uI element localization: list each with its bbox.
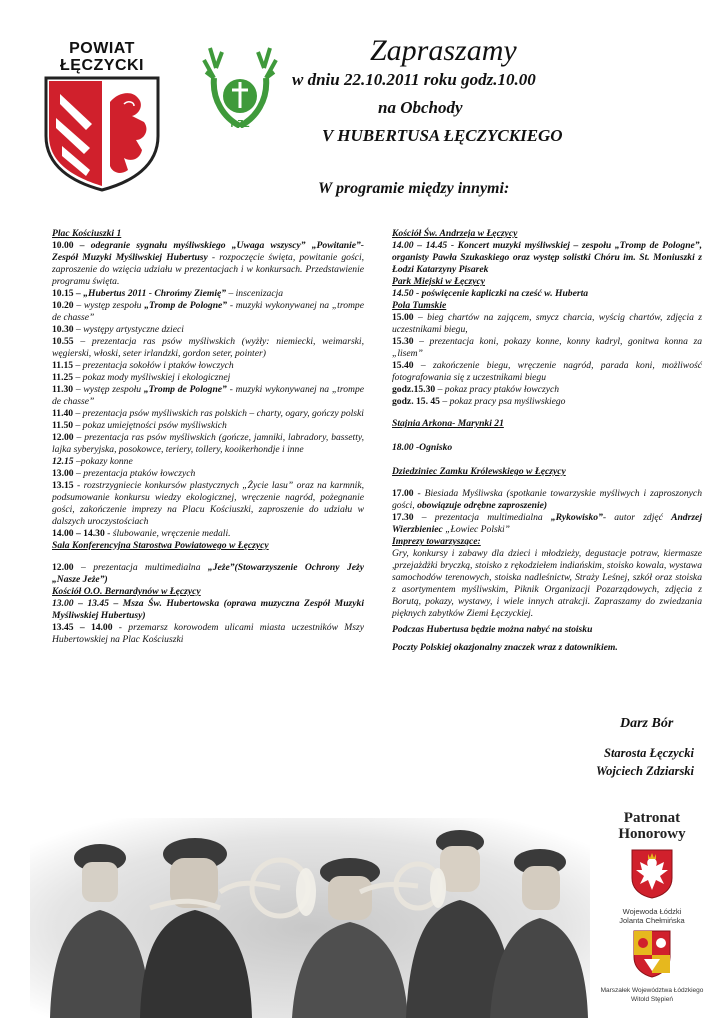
- program-text: 10.55: [52, 336, 74, 347]
- venue-heading: Stajnia Arkona- Marynki 21: [392, 418, 504, 429]
- venue-heading: Kościół Św. Andrzeja w Łęczycy: [392, 228, 518, 239]
- program-text: - rozstrzygniecie konkursów plastycznych „Życie lasu” oraz na karmnik, podsumowanie konkursu wiedzy ekologicznej, wręczenie nagród, pożegnanie gości, zakończenie imprezy na Placu Kościuszki, zaproszenie do udziału w dalszych uroczystościach: [52, 480, 364, 527]
- program-text: godz. 15. 45: [392, 396, 440, 407]
- patronage-title-1: Patronat: [623, 810, 681, 826]
- program-text: - Biesiada Myśliwska (spotkanie towarzyskie myśliwych i zaproszonych gości,: [392, 488, 702, 511]
- program-item: [392, 396, 702, 408]
- program-item: 14.50 - poświęcenie kapliczki na cześć w. Huberta: [392, 288, 589, 299]
- program-text: 11.15: [52, 360, 74, 371]
- program-text: – prezentacja sokołów i ptaków łowczych: [73, 360, 234, 371]
- program-item: [392, 360, 702, 384]
- program-text: - muzyki wykonywanej na „trompe de chasse”: [52, 300, 364, 323]
- program-item: [52, 324, 364, 336]
- program-item: [52, 432, 364, 456]
- program-text: 10.30: [52, 324, 74, 335]
- program-text: – występy artystyczne dzieci: [73, 324, 184, 335]
- invitation-title: Zapraszamy: [370, 34, 517, 67]
- event-title-line: V HUBERTUSA ŁĘCZYCKIEGO: [322, 126, 563, 145]
- program-text: Andrzej Wierzbieniec: [392, 512, 702, 535]
- powiat-logo-line2: ŁĘCZYCKI: [60, 57, 144, 74]
- program-item: [392, 312, 702, 336]
- program-item: [52, 240, 364, 288]
- signature-role: Starosta Łęczycki: [604, 746, 694, 760]
- program-text: 11.25: [52, 372, 74, 383]
- program-text: godz.15.30: [392, 384, 436, 395]
- program-text: – prezentacja ptaków łowczych: [73, 468, 196, 479]
- program-text: - przemarsz korowodem ulicami miasta uczestników Mszy Hubertowskiej na Plac Kościuszki: [52, 622, 364, 645]
- program-item: [52, 336, 364, 360]
- hunters-horn-photo: [30, 818, 590, 1018]
- program-text: 14.00 – 14.30: [52, 528, 105, 539]
- venue-heading: Park Miejski w Łęczycy: [392, 276, 485, 287]
- program-text: 11.40: [52, 408, 74, 419]
- program-text: – występ zespołu: [73, 384, 144, 395]
- program-text: – prezentacja ras psów myśliwskich (wyżły: niemiecki, weimarski, węgierski, włoski, seter irlandzki, gordon seter, pointer): [52, 336, 364, 359]
- program-item: [52, 420, 364, 432]
- marshal-caption-2: Witold Stępień: [631, 996, 673, 1003]
- program-text: – prezentacja multimedialna: [413, 512, 551, 523]
- program-text: 10.00: [52, 240, 74, 251]
- program-text: 13.15: [52, 480, 74, 491]
- program-text: „Rykowisko”: [550, 512, 603, 523]
- program-text: 12.00: [52, 562, 74, 573]
- program-item: [52, 622, 364, 646]
- program-text: – zakończenie biegu, wręczenie nagród, parada koni, możliwość fotografowania się z uczestnikami biegu: [392, 360, 702, 383]
- program-item: [52, 372, 364, 384]
- program-item: [392, 488, 702, 512]
- venue-heading: Dziedziniec Zamku Królewskiego w Łęczycy: [392, 466, 566, 477]
- powiat-logo-line1: POWIAT: [69, 40, 135, 57]
- stamp-note: Podczas Hubertusa będzie można nabyć na stoisku: [392, 624, 593, 635]
- leczyca-coat-of-arms: [40, 74, 164, 194]
- polish-eagle-emblem: [630, 848, 674, 900]
- program-text: 13.45 – 14.00: [52, 622, 113, 633]
- powiat-logo-text: [50, 40, 154, 74]
- program-text: obowiązuje odrębne zaproszenie): [417, 500, 548, 511]
- program-text: – prezentacja koni, pokazy konne, konny kadryl, gonitwa konna za „lisem”: [392, 336, 702, 359]
- honorary-patronage: [598, 810, 706, 1004]
- program-text: – występ zespołu: [73, 300, 145, 311]
- program-text: 11.50: [52, 420, 74, 431]
- program-text: – odegranie sygnału myśliwskiego „Uwaga wszyscy” „Powitanie”- Zespół Muzyki Myśliwskiej Hubertusy: [52, 240, 364, 263]
- program-text: –pokazy konne: [73, 456, 133, 467]
- program-item: [392, 512, 702, 536]
- event-date-line: w dniu 22.10.2011 roku godz.10.00: [292, 70, 536, 89]
- voivode-caption-2: Jolanta Chełmińska: [619, 916, 685, 925]
- program-text: „Jeże”(Stowarzyszenie Ochrony Jeży „Nasze Jeże”): [52, 562, 364, 585]
- program-text: 11.30: [52, 384, 74, 395]
- program-text: 12.00: [52, 432, 74, 443]
- program-item: [52, 456, 364, 468]
- program-text: – pokaz pracy ptaków łowczych: [435, 384, 560, 395]
- program-item: [52, 408, 364, 420]
- program-text: „Tromp de Pologne”: [143, 384, 227, 395]
- patronage-title-2: Honorowy: [618, 826, 686, 842]
- program-text: 17.30: [392, 512, 414, 523]
- venue-heading: Plac Kościuszki 1: [52, 228, 122, 239]
- pzl-label: PZŁ: [230, 119, 250, 128]
- program-text: 15.00: [392, 312, 414, 323]
- program-text: 17.00: [392, 488, 414, 499]
- program-text: 10.20: [52, 300, 74, 311]
- program-text: – „Hubertus 2011 - Chrońmy Ziemię”: [73, 288, 227, 299]
- program-heading: W programie między innymi:: [318, 180, 510, 197]
- program-text: 15.30: [392, 336, 414, 347]
- pzl-logo: [200, 38, 280, 128]
- program-item: 13.00 – 13.45 – Msza Św. Hubertowska (oprawa muzyczna Zespół Muzyki Myśliwskiej Hubertusy): [52, 598, 364, 621]
- program-text: – bieg chartów na zającem, smycz charcia, wyścig chartów, zdjęcia z uczestnikami biegu,: [392, 312, 702, 335]
- program-text: „Tromp de Pologne”: [144, 300, 228, 311]
- program-text: - muzyki wykonywanej na „trompe de chasse”: [52, 384, 364, 407]
- program-text: – inscenizacja: [226, 288, 284, 299]
- stamp-note: Poczty Polskiej okazjonalny znaczek wraz z datownikiem.: [392, 642, 618, 653]
- program-item: [52, 528, 364, 540]
- program-item: [52, 480, 364, 528]
- program-item: [392, 336, 702, 360]
- program-item: [52, 384, 364, 408]
- program-item: [392, 384, 702, 396]
- venue-heading: Kościół O.O. Bernardynów w Łęczycy: [52, 586, 201, 597]
- program-item: 18.00 -Ognisko: [392, 442, 453, 453]
- program-text: – prezentacja ras psów myśliwskich (gończe, jamniki, labradory, bassetty, lajka syberyjska, posokowce, teriery, tollery, kooikerhondje i inne: [52, 432, 364, 455]
- program-item: [52, 288, 364, 300]
- program-text: 10.15: [52, 288, 74, 299]
- greeting: Darz Bór: [620, 716, 674, 731]
- program-text: – prezentacja multimedialna: [73, 562, 208, 573]
- program-text: - rozpoczęcie święta, powitanie gości, zaproszenie do wzięcia udziału w prezentacjach i w konkursach. Przedstawienie programu święta.: [52, 252, 365, 287]
- program-text: – pokaz umiejętności psów myśliwskich: [73, 420, 227, 431]
- program-text: 15.40: [392, 360, 414, 371]
- program-item: Gry, konkursy i zabawy dla dzieci i młodzieży, degustacje potraw, kiermasze ,przejażdżki bryczką, stoisko z rękodziełem indiańskim, stoisko kowala, wystawa samochodów terenowych, stoiska nadleśnictw, Straży Leśnej, szkół oraz stoiska z asortymentem myśliwskim, Piknik Organizacji Pozarządowych, zdjęcia z Borutą, pokazy, wystawy, i wiele innych atrakcji. Zapraszamy do zwiedzania pięknych zabytków Ziemi Łęczyckiej.: [392, 548, 702, 619]
- program-text: „Łowiec Polski”: [442, 524, 510, 535]
- event-name-line: na Obchody: [378, 98, 463, 117]
- program-text: 12.15: [52, 456, 74, 467]
- program-text: 13.00: [52, 468, 74, 479]
- program-item: [52, 300, 364, 324]
- signature-name: Wojciech Zdziarski: [596, 764, 695, 778]
- lodzkie-coat-of-arms: [632, 929, 672, 979]
- venue-heading: Imprezy towarzyszące:: [392, 536, 481, 547]
- marshal-caption-1: Marszałek Województwa Łódzkiego: [600, 987, 704, 994]
- venue-heading: Pola Tumskie: [392, 300, 447, 311]
- program-text: – prezentacja psów myśliwskich ras polskich – charty, ogary, gończy polski: [73, 408, 364, 419]
- program-item: [52, 562, 364, 586]
- venue-heading: Sala Konferencyjna Starostwa Powiatowego w Łęczycy: [52, 540, 269, 551]
- program-text: - ślubowanie, wręczenie medali.: [104, 528, 231, 539]
- program-left-column: [52, 228, 364, 646]
- voivode-caption-1: Wojewoda Łódzki: [622, 907, 682, 916]
- program-text: - autor zdjęć: [602, 512, 672, 523]
- program-right-column: [392, 228, 702, 654]
- program-text: – pokaz mody myśliwskiej i ekologicznej: [73, 372, 231, 383]
- program-item: [52, 360, 364, 372]
- program-text: – pokaz pracy psa myśliwskiego: [439, 396, 566, 407]
- program-item: 14.00 – 14.45 - Koncert muzyki myśliwskiej – zespołu „Tromp de Pologne”, organisty Pawła Szukaskiego oraz występ solistki Chóru im. St. Moniuszki z Łodzi Katarzyny Pisarek: [392, 240, 702, 275]
- program-item: [52, 468, 364, 480]
